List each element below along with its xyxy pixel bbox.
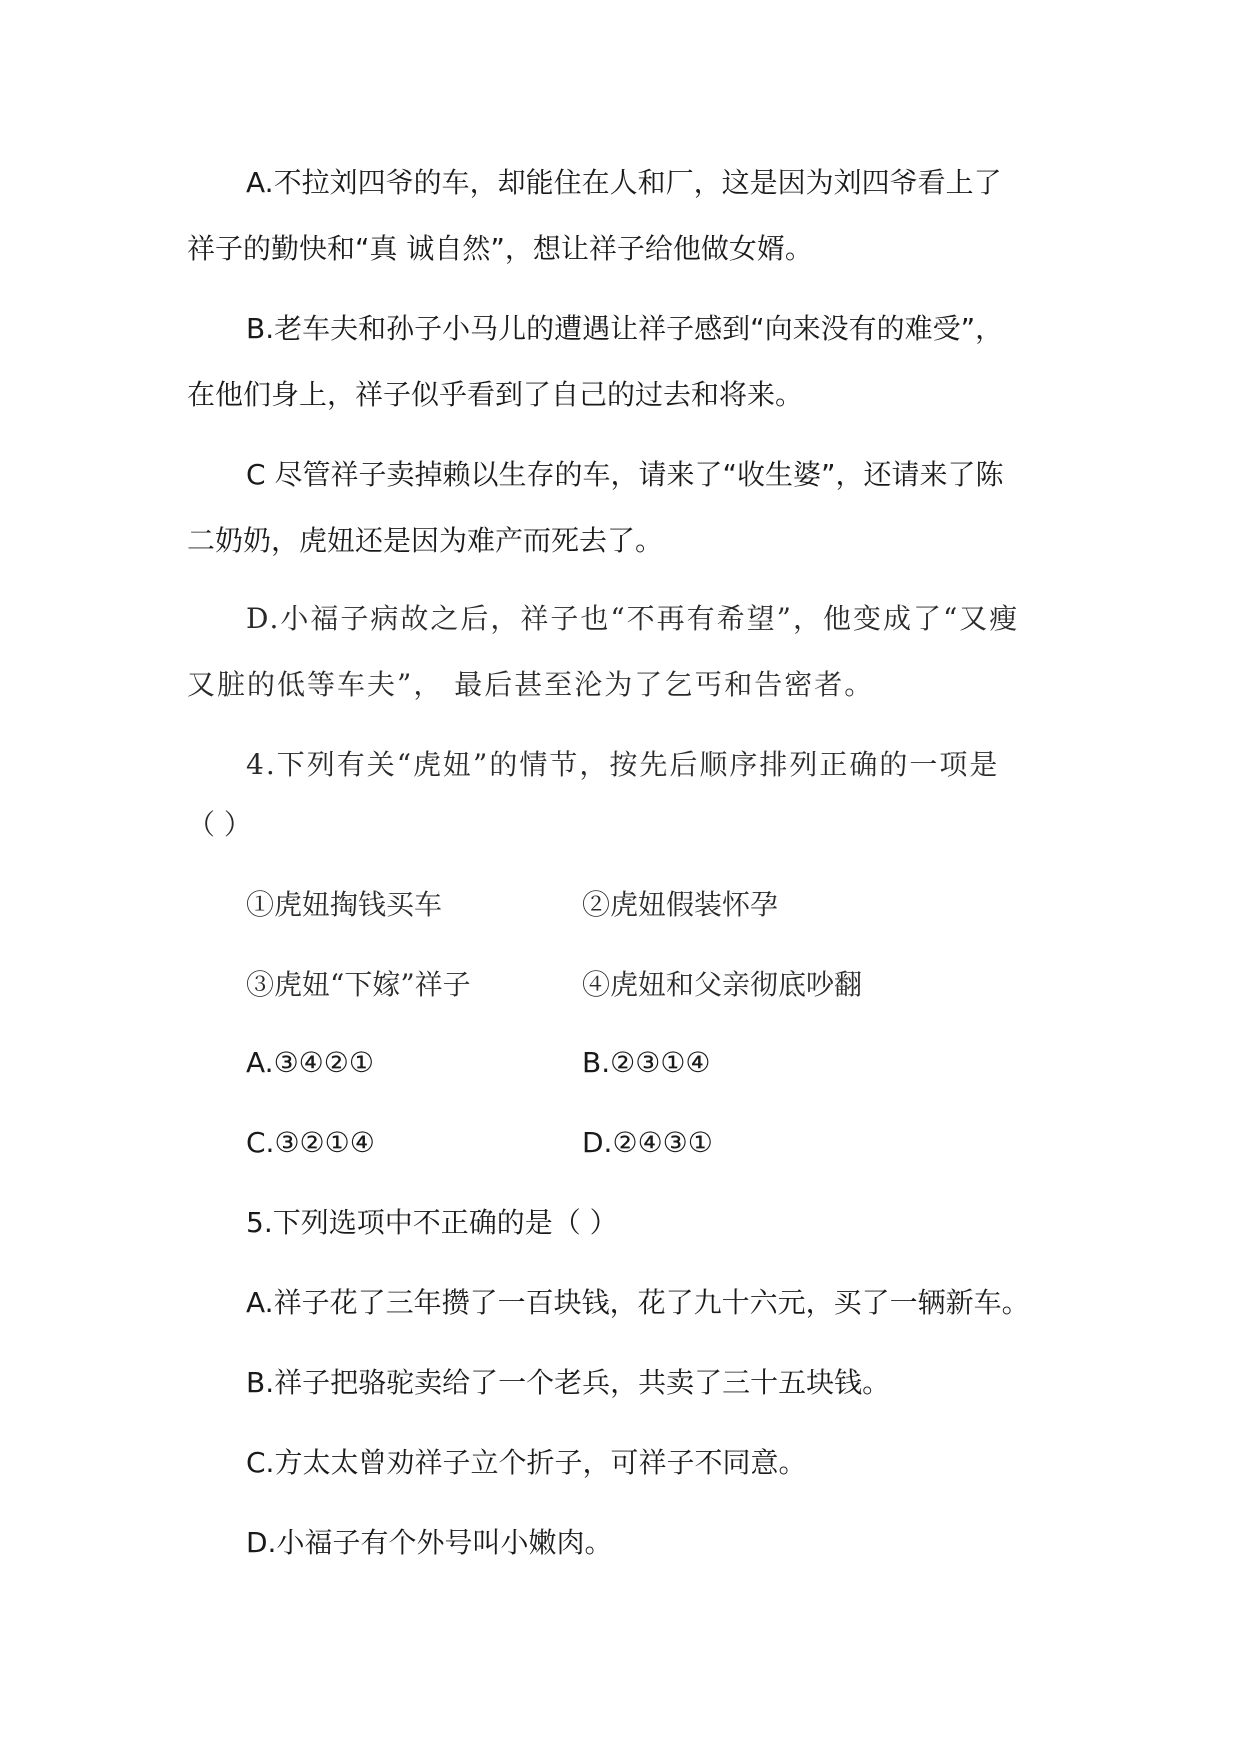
q4-option-b: B.②③①④ [582, 1046, 711, 1079]
q4-item-4: ④虎妞和父亲彻底吵翻 [582, 968, 863, 1001]
q4-option-d: D.②④③① [582, 1126, 713, 1159]
q3-option-b-line2: 在他们身上，祥子似乎看到了自己的过去和将来。 [187, 378, 804, 411]
q3-option-d-line1: D.小福子病故之后，祥子也“不再有希望”，他变成了“又瘦 [246, 602, 1020, 635]
q5-option-d: D.小福子有个外号叫小嫩肉。 [246, 1526, 613, 1559]
q3-option-c-line2: 二奶奶，虎妞还是因为难产而死去了。 [187, 524, 664, 557]
q4-option-c: C.③②①④ [246, 1126, 375, 1159]
q3-option-a-line1: A.不拉刘四爷的车，却能住在人和厂，这是因为刘四爷看上了 [246, 166, 1002, 199]
q3-option-c-line1: C 尽管祥子卖掉赖以生存的车，请来了“收生婆”，还请来了陈 [246, 458, 1004, 491]
q4-item-2: ②虎妞假装怀孕 [582, 888, 779, 921]
q5-option-b: B.祥子把骆驼卖给了一个老兵，共卖了三十五块钱。 [246, 1366, 891, 1399]
q3-option-d-line2: 又脏的低等车夫”， 最后甚至沦为了乞丐和告密者。 [187, 668, 875, 701]
q4-stem-line1: 4.下列有关“虎妞”的情节，按先后顺序排列正确的一项是 [246, 748, 1000, 781]
q4-item-1: ①虎妞掏钱买车 [246, 888, 443, 921]
q5-option-c: C.方太太曾劝祥子立个折子，可祥子不同意。 [246, 1446, 807, 1479]
q4-option-a: A.③④②① [246, 1046, 374, 1079]
q3-option-b-line1: B.老车夫和孙子小马儿的遭遇让祥子感到“向来没有的难受”， [246, 312, 1004, 345]
q5-option-a: A.祥子花了三年攒了一百块钱，花了九十六元，买了一辆新车。 [246, 1286, 1030, 1319]
q4-stem-line2: （ ） [187, 808, 252, 841]
q4-item-3: ③虎妞“下嫁”祥子 [246, 968, 471, 1001]
q3-option-a-line2: 祥子的勤快和“真 诚自然”，想让祥子给他做女婿。 [187, 232, 813, 265]
q5-stem: 5.下列选项中不正确的是（ ） [246, 1206, 618, 1239]
